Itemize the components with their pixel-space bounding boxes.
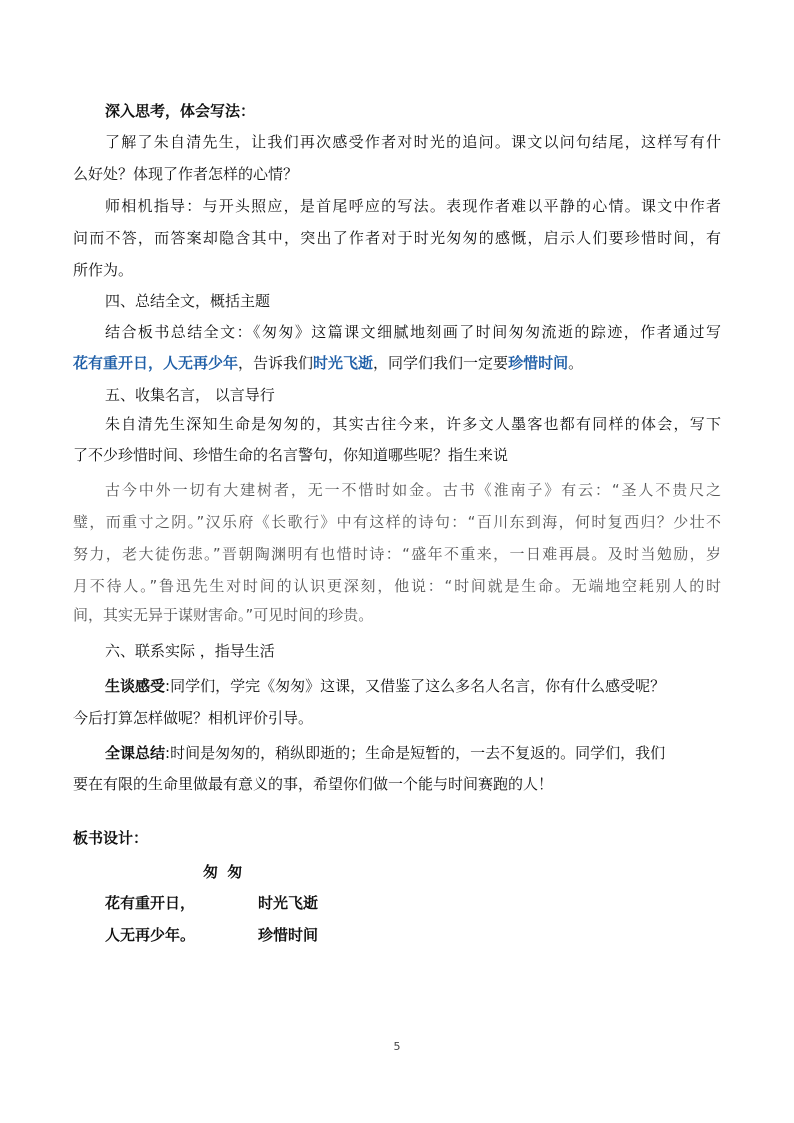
quote-line: 璧，而重寸之阴。”汉乐府《长歌行》中有这样的诗句：“百川东到海，何时复西归？少壮不 bbox=[73, 513, 721, 531]
board-right-line: 时光飞逝 bbox=[258, 894, 319, 912]
paragraph-line bbox=[105, 743, 721, 763]
text-fragment: :同学们，学完《匆匆》这课，又借鉴了这么多名人名言，你有什么感受呢？ bbox=[165, 677, 666, 695]
board-heading: 匆 匆 bbox=[203, 863, 245, 881]
paragraph-line bbox=[105, 676, 721, 696]
text-fragment: :时间是匆匆的，稍纵即逝的；生命是短暂的，一去不复返的。同学们，我们 bbox=[165, 744, 666, 762]
board-left-line: 花有重开日， bbox=[105, 894, 196, 912]
text-fragment: ，告诉我们 bbox=[238, 354, 314, 372]
paragraph-line: 师相机指导：与开头照应，是首尾呼应的写法。表现作者难以平静的心情。课文中作者 bbox=[105, 197, 721, 215]
section-heading-think: 深入思考，体会写法： bbox=[105, 102, 256, 120]
quote-line: 古今中外一切有大建树者，无一不惜时如金。古书《淮南子》有云：“圣人不贵尺之 bbox=[105, 481, 721, 499]
paragraph-line: 么好处？体现了作者怎样的心情？ bbox=[73, 165, 299, 183]
quote-line: 间，其实无异于谋财害命。”可见时间的珍贵。 bbox=[73, 606, 374, 624]
highlight-phrase: 珍惜时间 bbox=[508, 354, 569, 372]
paragraph-line: 要在有限的生命里做最有意义的事，希望你们做一个能与时间赛跑的人！ bbox=[73, 775, 554, 793]
page-number: 5 bbox=[393, 1040, 401, 1053]
paragraph-line: 朱自清先生深知生命是匆匆的，其实古往今来，许多文人墨客也都有同样的体会，写下 bbox=[105, 415, 721, 433]
board-left-line: 人无再少年。 bbox=[105, 926, 196, 944]
paragraph-line: 了不少珍惜时间、珍惜生命的名言警句，你知道哪些呢？指生来说 bbox=[73, 446, 509, 464]
section-heading-six: 六、联系实际 ，指导生活 bbox=[105, 642, 275, 660]
board-title: 板书设计： bbox=[73, 829, 149, 847]
text-fragment: 。 bbox=[568, 354, 584, 372]
paragraph-line: 问而不答，而答案却隐含其中，突出了作者对于时光匆匆的感慨，启示人们要珍惜时间，有 bbox=[73, 229, 721, 247]
paragraph-line: 今后打算怎样做呢？相机评价引导。 bbox=[73, 709, 314, 727]
highlight-phrase: 花有重开日，人无再少年 bbox=[73, 354, 239, 372]
text-fragment: ，同学们我们一定要 bbox=[373, 354, 509, 372]
quote-line: 月不待人。”鲁迅先生对时间的认识更深刻，他说：“时间就是生命。无端地空耗别人的时 bbox=[73, 577, 721, 595]
board-right-line: 珍惜时间 bbox=[258, 926, 319, 944]
highlight-phrase: 时光飞逝 bbox=[313, 354, 374, 372]
section-heading-five: 五、收集名言， 以言导行 bbox=[105, 386, 275, 404]
quote-line: 努力，老大徒伤悲。”晋朝陶渊明有也惜时诗：“盛年不重来，一日难再晨。及时当勉励，岁 bbox=[73, 545, 721, 563]
paragraph-line: 所作为。 bbox=[73, 261, 134, 279]
paragraph-line: 结合板书总结全文：《匆匆》这篇课文细腻地刻画了时间匆匆流逝的踪迹，作者通过写 bbox=[105, 323, 721, 341]
summary-line bbox=[73, 353, 583, 373]
label: 全课总结 bbox=[105, 744, 166, 762]
paragraph-line: 了解了朱自清先生，让我们再次感受作者对时光的追问。课文以问句结尾，这样写有什 bbox=[105, 133, 721, 151]
label: 生谈感受 bbox=[105, 677, 166, 695]
section-heading-four: 四、总结全文，概括主题 bbox=[105, 292, 271, 310]
